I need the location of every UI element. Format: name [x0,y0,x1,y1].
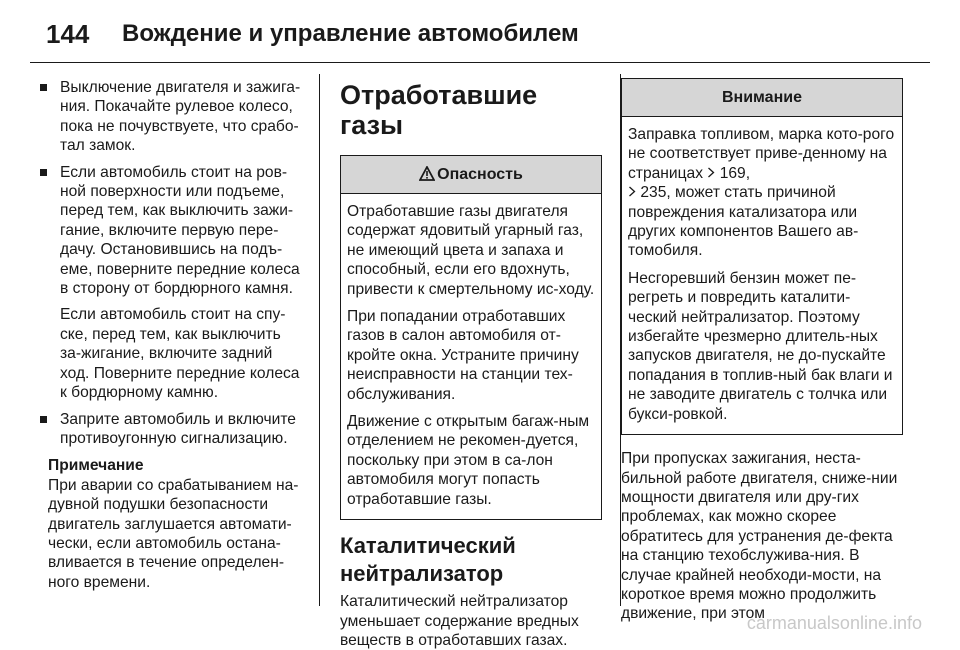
danger-paragraph: Движение с открытым багаж-ным отделением не рекомен-дуется, поскольку при этом в са-лон автомобиля могут попасть отработавшие газы. [347,413,590,508]
section-heading-exhaust: Отработавшие газы [340,80,538,140]
list-item: Выключение двигателя и зажига-ния. Покачайте рулевое колесо, пока не почувствуете, что срабо-тал замок. [38,78,306,156]
page-title: Вождение и управление автомобилем [122,20,579,47]
danger-paragraph: Отработавшие газы двигателя содержат ядовитый угарный газ, не имеющий цвета и запаха и способный, если его вдохнуть, привести к смертельному ис-ходу. [347,203,595,298]
attention-box-header: Внимание [622,79,902,117]
page-ref-link[interactable]: 235, может стать причиной повреждения катализатора или других компонентов Вашего ав-томобиля. [628,184,859,260]
note-heading: Примечание [48,457,144,475]
list-item-continuation: Если автомобиль стоит на спу-ске, перед тем, как выключить за-жигание, включите задний ход. Поверните передние колеса к бордюрному камню. [60,306,300,402]
attention-box-body [622,117,902,434]
danger-box-body [341,194,601,519]
note-text: При аварии со срабатыванием на-дувной подушки безопасности двигатель заглушается автомати-чески, если автомобиль остана-вливается в течение определен-ного времени. [48,476,299,591]
bullet-square-icon [40,169,47,176]
page-header [46,14,579,54]
page-ref-link[interactable]: 169, [719,164,751,182]
bullet-square-icon [40,416,47,423]
danger-box-title: Опасность [437,166,523,183]
list-item: Заприте автомобиль и включите противоугонную сигнализацию. [38,410,306,449]
misfire-text: При пропусках зажигания, неста-бильной работе двигателя, сниже-нии мощности двигателя или дру-гих проблемах, как можно скорее обратитесь для устранения де-фекта на станцию техобслужива-ния. В случае крайней необходи-мости, на короткое время можно продолжить движение, при этом [621,450,898,623]
list-item: Если автомобиль стоит на ров-ной поверхности или подъеме, перед тем, как выключить зажи-гание, включите первую пере-дачу. Остановившись на подъ-еме, поверните передние колеса в сторону от бордюрного камня. [38,163,306,299]
left-column [38,78,306,592]
attention-box [621,78,903,435]
middle-column [340,78,602,650]
column-divider-1 [319,74,320,606]
danger-box-header [341,156,601,194]
catalyst-text: Каталитический нейтрализатор уменьшает содержание вредных веществ в отработавших газах. [340,593,579,649]
section-heading-catalyst: Каталитический нейтрализатор [340,533,516,587]
page-number: 144 [46,18,90,49]
attention-paragraph: Заправка топливом, марка кото-рого не соответствует приве-денному на страницах 169, 235, может стать причиной повреждения катализатора или других компонентов Вашего ав-томобиля. [628,126,895,260]
danger-box [340,155,602,520]
danger-paragraph: При попадании отработавших газов в салон автомобиля от-кройте окна. Устраните причину неисправности на станции тех-обслуживания. [347,308,579,403]
header-divider [30,62,930,63]
page-ref-arrow-icon [707,165,719,182]
attention-paragraph: Несгоревший бензин может пе-регреть и повредить каталити-ческий нейтрализатор. Поэтому избегайте чрезмерно длитель-ных запусков двигателя, не до-пускайте попадания в топлив-ный бак влаги и не заводите двигатель с толчка или букси-ровкой. [628,269,893,423]
page-ref-arrow-icon [628,184,640,201]
warning-triangle-icon [419,158,435,195]
bullet-square-icon [40,84,47,91]
right-column [621,78,903,624]
watermark: carmanualsonline.info [746,613,922,633]
